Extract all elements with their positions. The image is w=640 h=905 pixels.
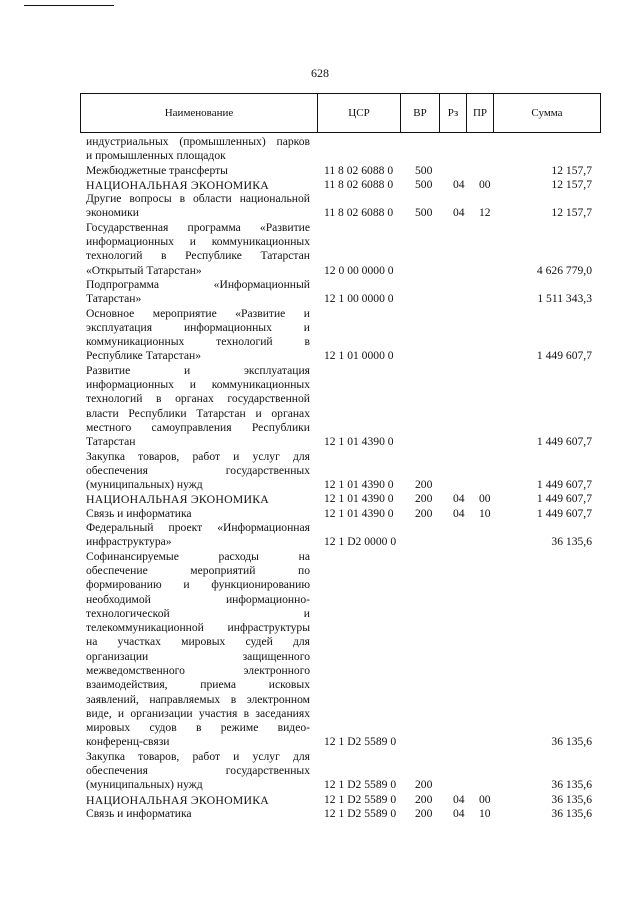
page-number: 628	[311, 66, 329, 80]
row-vr: 200	[415, 478, 433, 492]
table-line	[0, 407, 640, 421]
row-name-line: Другие вопросы в области национальной	[86, 192, 310, 206]
row-name-line: конференц-связи	[86, 735, 170, 749]
table-line	[0, 335, 640, 349]
row-rz: 04	[453, 177, 465, 191]
table-line	[0, 778, 640, 792]
row-pr: 00	[479, 792, 491, 806]
table-line	[0, 535, 640, 549]
row-name-line: виде, и организации участия в заседаниях	[86, 706, 310, 720]
row-name-line: межведомственного электронного	[86, 663, 310, 677]
table-line	[0, 721, 640, 735]
row-pr: 12	[479, 206, 491, 220]
table-line	[0, 664, 640, 678]
row-sum: 36 135,6	[551, 778, 592, 792]
row-sum: 12 157,7	[551, 177, 592, 191]
table-line	[0, 764, 640, 778]
table-line	[0, 707, 640, 721]
row-name-line: телекоммуникационной инфраструктуры	[86, 621, 310, 635]
table-line	[0, 292, 640, 306]
table-line	[0, 578, 640, 592]
table-line	[0, 206, 640, 220]
row-csr: 12 1 D2 5589 0	[324, 792, 397, 806]
row-vr: 200	[415, 806, 433, 820]
row-name-line: Связь и информатика	[86, 506, 192, 520]
row-name-line: Основное мероприятие «Развитие и	[86, 306, 310, 320]
table-line	[0, 135, 640, 149]
row-csr: 12 1 D2 5589 0	[324, 778, 397, 792]
table-line	[0, 392, 640, 406]
row-pr: 00	[479, 492, 491, 506]
row-name-line: Софинансируемые расходы на	[86, 549, 310, 563]
row-name-line: обеспечения государственных	[86, 764, 310, 778]
row-vr: 500	[415, 206, 433, 220]
table-body	[0, 135, 640, 821]
header-name: Наименование	[164, 107, 234, 119]
table-line	[0, 678, 640, 692]
row-name-line: технологий в Республике Татарстан	[86, 249, 310, 263]
table-line	[0, 192, 640, 206]
row-name-line: информационных и коммуникационных	[86, 235, 310, 249]
row-name-line: местного самоуправления Республики	[86, 420, 310, 434]
row-name-line: обеспечения государственных	[86, 463, 310, 477]
row-csr: 11 8 02 6088 0	[324, 206, 394, 220]
table-line	[0, 307, 640, 321]
row-csr: 12 1 D2 5589 0	[324, 735, 397, 749]
table-line	[0, 435, 640, 449]
row-sum: 1 449 607,7	[536, 506, 592, 520]
table-line	[0, 264, 640, 278]
table-line	[0, 507, 640, 521]
row-sum: 36 135,6	[551, 535, 592, 549]
row-name-line: необходимой информационно-	[86, 592, 310, 606]
table-line	[0, 321, 640, 335]
row-name-line: организации защищенного	[86, 649, 310, 663]
row-name-line: мировых судов в режиме видео-	[86, 721, 310, 735]
row-csr: 12 0 00 0000 0	[324, 263, 394, 277]
row-name-line: на участках мировых судей для	[86, 635, 310, 649]
row-name-line: «Открытый Татарстан»	[86, 263, 202, 277]
row-vr: 200	[415, 506, 433, 520]
row-csr: 11 8 02 6088 0	[324, 177, 394, 191]
row-name-line: обеспечение мероприятий по	[86, 563, 310, 577]
row-name-line: (муниципальных) нужд	[86, 778, 203, 792]
table-line	[0, 221, 640, 235]
header-rz: Рз	[447, 107, 459, 119]
row-sum: 12 157,7	[551, 163, 592, 177]
row-name-line: Развитие и эксплуатация	[86, 363, 310, 377]
row-name-line: НАЦИОНАЛЬНАЯ ЭКОНОМИКА	[86, 177, 269, 192]
row-name-line: взаимодействия, приема исковых	[86, 678, 310, 692]
row-sum: 1 511 343,3	[537, 292, 592, 306]
row-rz: 04	[453, 492, 465, 506]
row-pr: 10	[479, 506, 491, 520]
top-rule	[24, 5, 114, 6]
table-line	[0, 521, 640, 535]
table-line	[0, 464, 640, 478]
table-line	[0, 564, 640, 578]
row-name-line: и промышленных площадок	[86, 149, 226, 163]
row-rz: 04	[453, 806, 465, 820]
row-pr: 00	[479, 177, 491, 191]
row-name-line: технологической и	[86, 606, 310, 620]
row-sum: 12 157,7	[551, 206, 592, 220]
row-name-line: коммуникационных технологий в	[86, 335, 310, 349]
row-name-line: формированию и функционированию	[86, 578, 310, 592]
row-name-line: НАЦИОНАЛЬНАЯ ЭКОНОМИКА	[86, 792, 269, 807]
row-name-line: Закупка товаров, работ и услуг для	[86, 749, 310, 763]
table-line	[0, 478, 640, 492]
row-sum: 1 449 607,7	[536, 478, 592, 492]
row-name-line: Связь и информатика	[86, 806, 192, 820]
row-csr: 12 1 01 0000 0	[324, 349, 394, 363]
row-name-line: Татарстан»	[86, 292, 142, 306]
row-rz: 04	[453, 206, 465, 220]
table-line	[0, 550, 640, 564]
row-name-line: технологий в органах государственной	[86, 392, 310, 406]
row-name-line: Республике Татарстан»	[86, 349, 202, 363]
header-csr: ЦСР	[348, 107, 370, 119]
row-name-line: НАЦИОНАЛЬНАЯ ЭКОНОМИКА	[86, 492, 269, 507]
row-rz: 04	[453, 506, 465, 520]
table-line	[0, 492, 640, 506]
row-vr: 200	[415, 792, 433, 806]
row-csr: 12 1 00 0000 0	[324, 292, 394, 306]
table-line	[0, 421, 640, 435]
table-line	[0, 378, 640, 392]
table-line	[0, 235, 640, 249]
row-csr: 12 1 01 4390 0	[324, 492, 394, 506]
row-sum: 36 135,6	[551, 806, 592, 820]
header-vr: ВР	[413, 107, 427, 119]
row-vr: 500	[415, 163, 433, 177]
row-name-line: эксплуатация информационных и	[86, 320, 310, 334]
table-line	[0, 278, 640, 292]
row-vr: 200	[415, 492, 433, 506]
table-line	[0, 693, 640, 707]
table-line	[0, 593, 640, 607]
row-name-line: Закупка товаров, работ и услуг для	[86, 449, 310, 463]
table-line	[0, 249, 640, 263]
row-sum: 36 135,6	[551, 792, 592, 806]
row-csr: 12 1 01 4390 0	[324, 478, 394, 492]
table-line	[0, 621, 640, 635]
row-csr: 12 1 01 4390 0	[324, 435, 394, 449]
row-name-line: Татарстан	[86, 435, 136, 449]
row-sum: 36 135,6	[551, 735, 592, 749]
table-line	[0, 178, 640, 192]
row-name-line: власти Республики Татарстан и органах	[86, 406, 310, 420]
header-pr: ПР	[472, 107, 488, 119]
table-line	[0, 450, 640, 464]
table-line	[0, 750, 640, 764]
table-line	[0, 364, 640, 378]
table-line	[0, 793, 640, 807]
row-name-line: Подпрограмма «Информационный	[86, 277, 310, 291]
row-csr: 12 1 D2 0000 0	[324, 535, 397, 549]
table-line	[0, 635, 640, 649]
row-name-line: информационных и коммуникационных	[86, 378, 310, 392]
row-sum: 1 449 607,7	[536, 349, 592, 363]
table-line	[0, 607, 640, 621]
table-line	[0, 149, 640, 163]
header-sum: Сумма	[531, 107, 563, 119]
row-name-line: (муниципальных) нужд	[86, 478, 203, 492]
table-line	[0, 349, 640, 363]
row-name-line: инфраструктура»	[86, 535, 172, 549]
row-sum: 4 626 779,0	[536, 263, 592, 277]
row-csr: 12 1 D2 5589 0	[324, 806, 397, 820]
row-name-line: экономики	[86, 206, 139, 220]
row-rz: 04	[453, 792, 465, 806]
row-csr: 11 8 02 6088 0	[324, 163, 394, 177]
table-line	[0, 164, 640, 178]
table-header	[80, 93, 601, 133]
row-name-line: Федеральный проект «Информационная	[86, 521, 310, 535]
row-csr: 12 1 01 4390 0	[324, 506, 394, 520]
row-name-line: Межбюджетные трансферты	[86, 163, 228, 177]
row-sum: 1 449 607,7	[536, 492, 592, 506]
row-pr: 10	[479, 806, 491, 820]
row-vr: 500	[415, 177, 433, 191]
row-name-line: Государственная программа «Развитие	[86, 220, 310, 234]
row-name-line: индустриальных (промышленных) парков	[86, 135, 310, 148]
table-line	[0, 650, 640, 664]
row-name-line: заявлений, направляемых в электронном	[86, 692, 310, 706]
row-vr: 200	[415, 778, 433, 792]
table-line	[0, 807, 640, 821]
table-line	[0, 735, 640, 749]
row-sum: 1 449 607,7	[536, 435, 592, 449]
